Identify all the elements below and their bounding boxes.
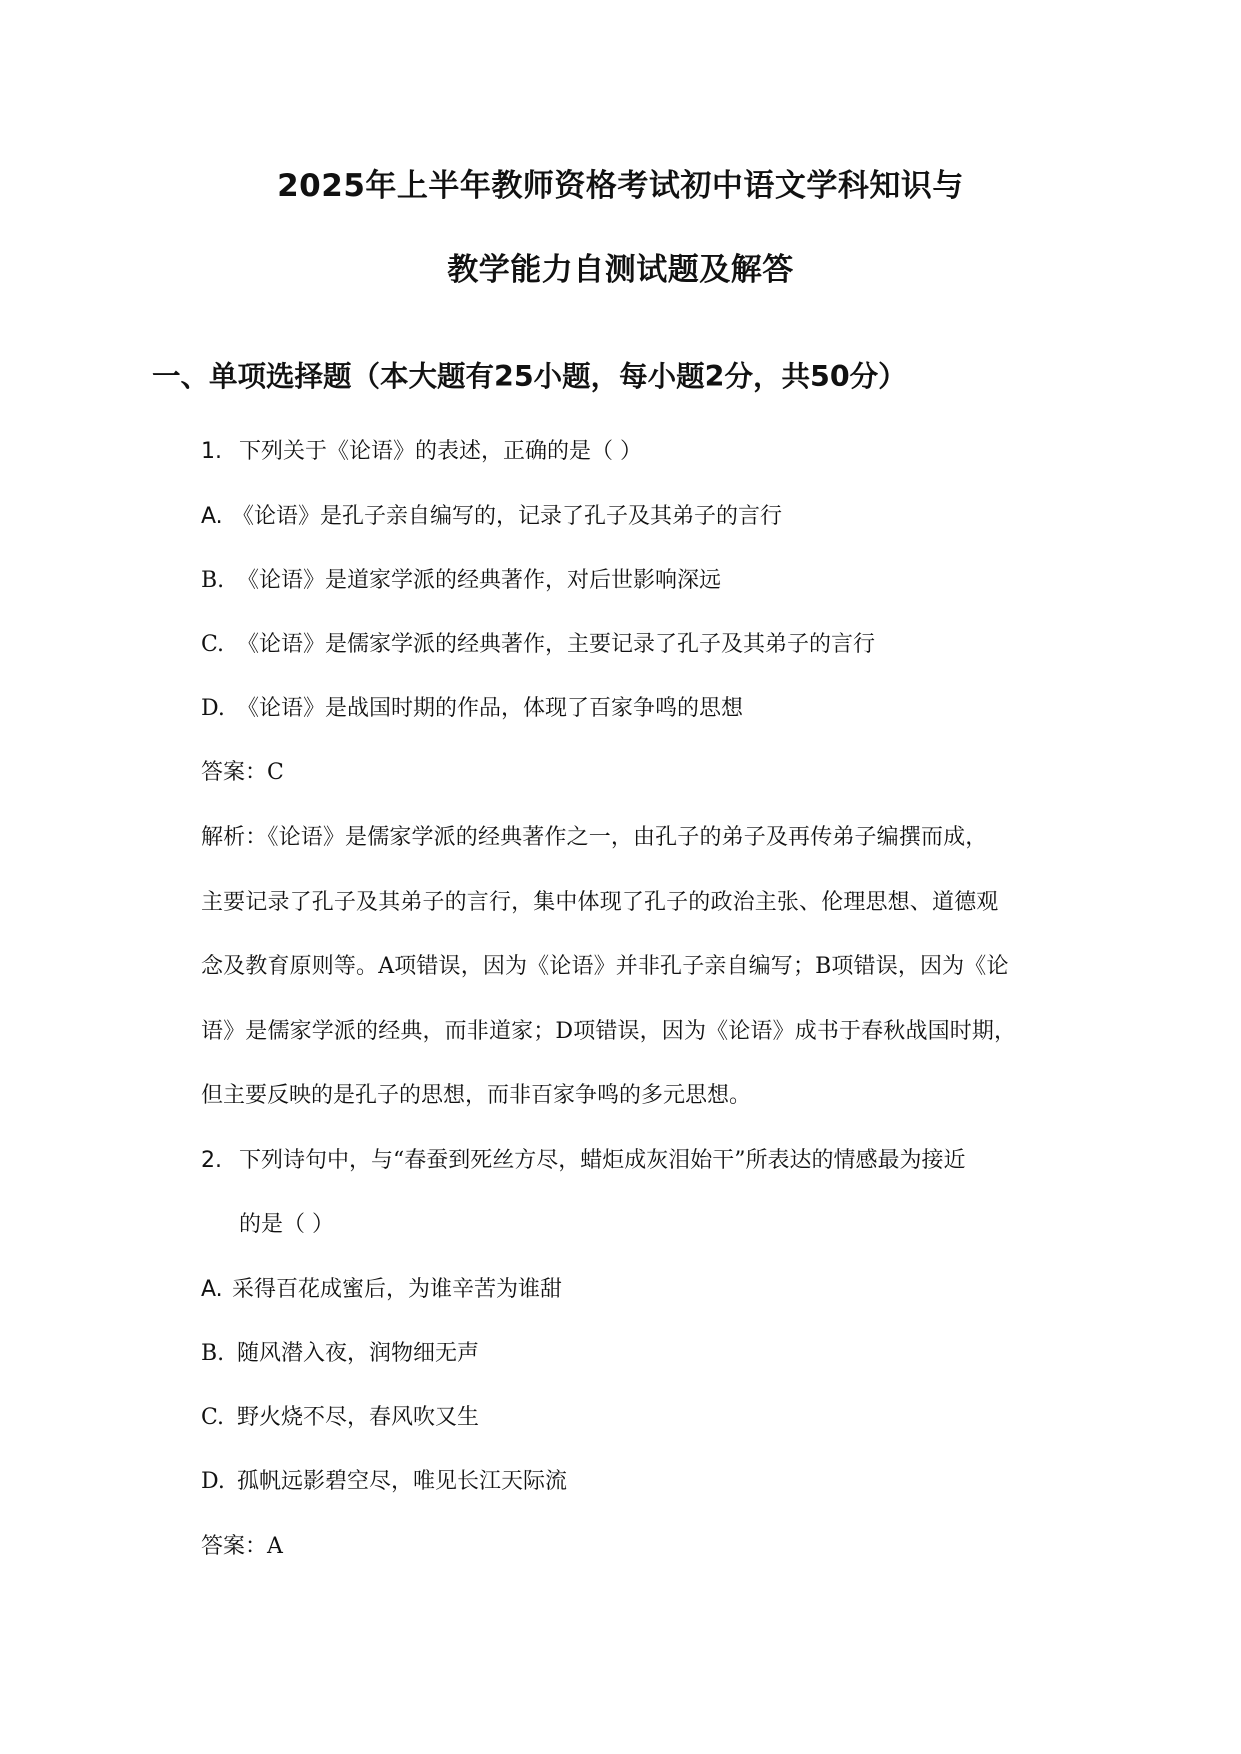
question-1-analysis-line: 解析：《论语》是儒家学派的经典著作之一，由孔子的弟子及再传弟子编撰而成， xyxy=(201,825,988,850)
option-text: 野火烧不尽，春风吹又生 xyxy=(237,1405,480,1430)
option-text: 《论语》是道家学派的经典著作，对后世影响深远 xyxy=(237,568,722,593)
question-1-analysis-line: 但主要反映的是孔子的思想，而非百家争鸣的多元思想。 xyxy=(201,1083,752,1108)
question-1-option-c xyxy=(201,630,1101,660)
question-2-option-c xyxy=(201,1403,1101,1433)
question-2-stem xyxy=(201,1146,1101,1176)
question-2-answer: 答案：A xyxy=(201,1534,283,1559)
document-title-line-2: 教学能力自测试题及解答 xyxy=(447,252,794,288)
section-heading: 一、单项选择题（本大题有25小题，每小题2分，共50分） xyxy=(152,360,907,393)
question-2-option-b xyxy=(201,1339,1101,1369)
option-letter: B. xyxy=(201,1341,225,1366)
question-1-option-b xyxy=(201,566,1101,596)
question-1-option-a xyxy=(201,502,1101,532)
option-text: 采得百花成蜜后，为谁辛苦为谁甜 xyxy=(232,1277,563,1302)
option-letter: C. xyxy=(201,1405,225,1430)
option-letter: D. xyxy=(201,1469,225,1494)
question-number: 1. xyxy=(201,439,222,464)
question-1-analysis-line: 念及教育原则等。A项错误，因为《论语》并非孔子亲自编写；B项错误，因为《论 xyxy=(201,954,1009,979)
question-2-stem-continuation: 的是（ ） xyxy=(239,1212,334,1237)
question-1-option-d xyxy=(201,694,1101,724)
option-letter: A. xyxy=(201,1277,223,1302)
question-1-analysis-line: 语》是儒家学派的经典，而非道家；D项错误，因为《论语》成书于春秋战国时期， xyxy=(201,1019,1017,1044)
option-letter: D. xyxy=(201,696,225,721)
question-1-stem xyxy=(201,437,1101,467)
document-title-line-1: 2025年上半年教师资格考试初中语文学科知识与 xyxy=(277,168,964,204)
question-1-answer: 答案：C xyxy=(201,760,284,785)
option-text: 《论语》是战国时期的作品，体现了百家争鸣的思想 xyxy=(237,696,744,721)
question-stem-text: 下列关于《论语》的表述，正确的是（ ） xyxy=(239,439,642,464)
question-2-option-d xyxy=(201,1467,1101,1497)
question-stem-text: 下列诗句中，与“春蚕到死丝方尽，蜡炬成灰泪始干”所表达的情感最为接近 xyxy=(239,1148,966,1173)
question-2-option-a xyxy=(201,1275,1101,1305)
option-text: 《论语》是儒家学派的经典著作，主要记录了孔子及其弟子的言行 xyxy=(237,632,876,657)
option-letter: A. xyxy=(201,504,223,529)
option-letter: B. xyxy=(201,568,225,593)
option-text: 《论语》是孔子亲自编写的，记录了孔子及其弟子的言行 xyxy=(232,504,783,529)
option-text: 孤帆远影碧空尽，唯见长江天际流 xyxy=(237,1469,568,1494)
option-text: 随风潜入夜，润物细无声 xyxy=(237,1341,480,1366)
question-number: 2. xyxy=(201,1148,222,1173)
question-1-analysis-line: 主要记录了孔子及其弟子的言行，集中体现了孔子的政治主张、伦理思想、道德观 xyxy=(201,890,999,915)
option-letter: C. xyxy=(201,632,225,657)
